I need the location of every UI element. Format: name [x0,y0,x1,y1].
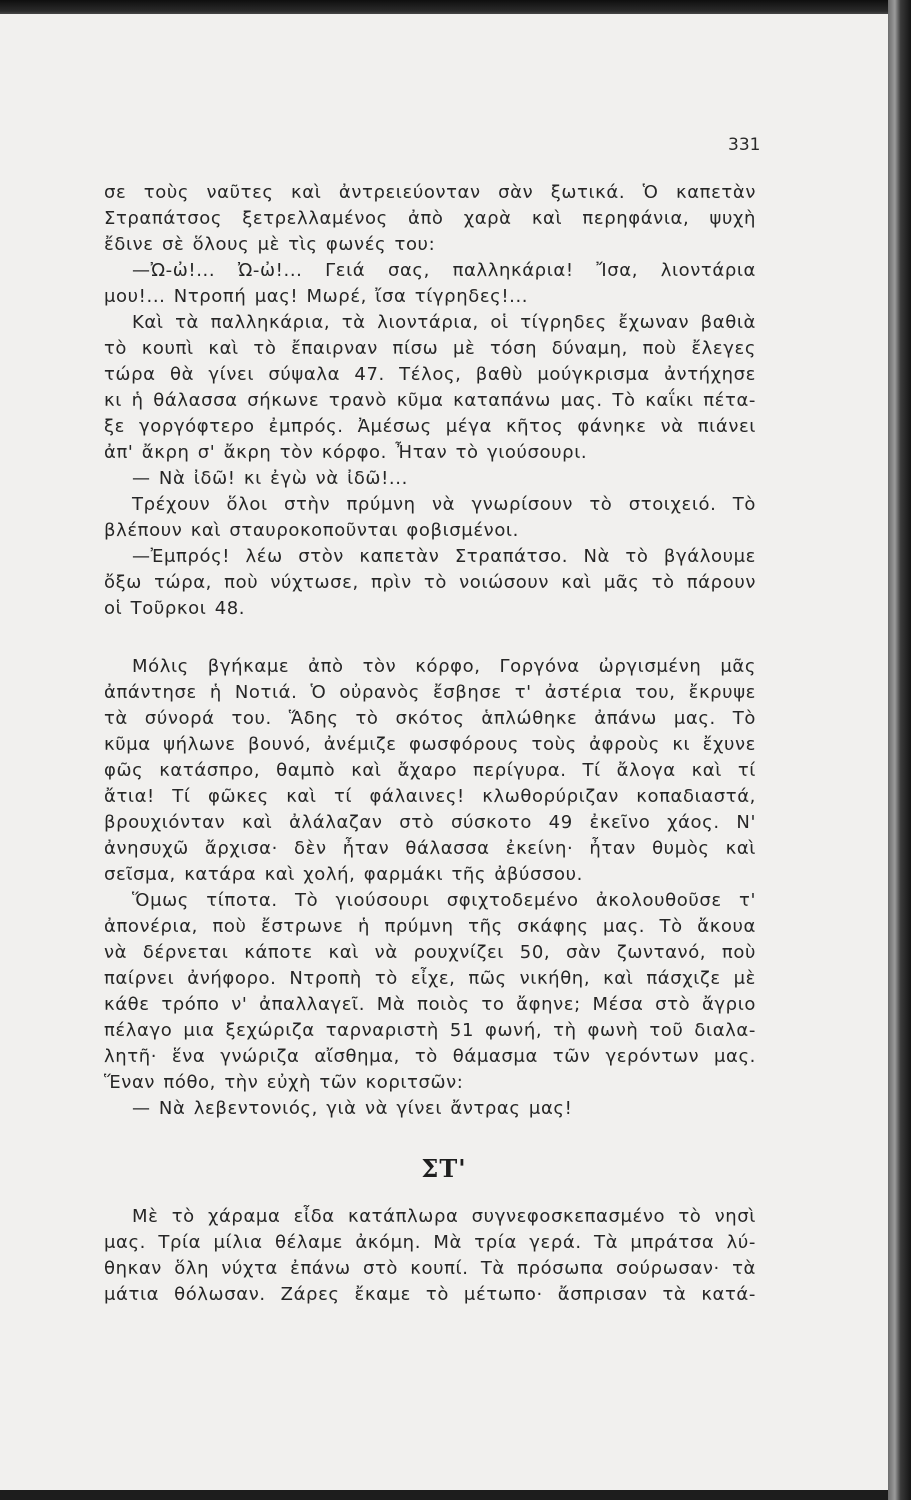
main-text [104,180,756,1122]
text-line: Καὶ τὰ παλληκάρια, τὰ λιοντάρια, οἱ τίγρηδες ἔχωναν βαθιὰ [132,312,756,333]
text-line: τὰ σύνορά του. Ἅδης τὸ σκότος ἁπλώθηκε ἀπάνω μας. Τὸ [104,708,756,729]
text-line: πέλαγο μια ξεχώριζα ταρναριστὴ 51 φωνή, τὴ φωνὴ τοῦ διαλα- [104,1020,756,1041]
text-line: βλέπουν καὶ σταυροκοποῦνται φοβισμένοι. [104,520,519,541]
text-line: ἀνησυχῶ ἄρχισα· δὲν ἦταν θάλασσα ἐκείνη· ἦταν θυμὸς καὶ [104,838,756,859]
page-number: 331 [728,135,761,155]
text-line: — Νὰ ἰδῶ! κι ἐγὼ νὰ ἰδῶ!... [132,468,408,489]
scan-right-edge [888,0,911,1500]
text-line: — Νὰ λεβεντονιός, γιὰ νὰ γίνει ἄντρας μας! [132,1098,573,1119]
text-line: Στραπάτσος ξετρελλαμένος ἀπὸ χαρὰ καὶ περηφάνια, ψυχὴ [104,208,756,229]
section-heading: ΣΤ' [421,1154,467,1183]
section-text [104,1204,756,1308]
text-line: τώρα θὰ γίνει σύψαλα 47. Τέλος, βαθὺ μούγκρισμα ἀντήχησε [104,364,756,385]
text-line: ἔδινε σὲ ὅλους μὲ τὶς φωνές του: [104,234,436,255]
text-line: σεῖσμα, κατάρα καὶ χολή, φαρμάκι τῆς ἀβύσσου. [104,864,583,885]
text-line: ὄξω τώρα, ποὺ νύχτωσε, πρὶν τὸ νοιώσουν καὶ μᾶς τὸ πάρουν [104,572,756,593]
text-line: μας. Τρία μίλια θέλαμε ἀκόμη. Μὰ τρία γερά. Τὰ μπράτσα λύ- [104,1232,756,1253]
text-line: φῶς κατάσπρο, θαμπὸ καὶ ἄχαρο περίγυρα. Τί ἄλογα καὶ τί [104,760,756,781]
text-line: τὸ κουπὶ καὶ τὸ ἔπαιρναν πίσω μὲ τόση δύναμη, ποὺ ἔλεγες [104,338,756,359]
text-line: Τρέχουν ὅλοι στὴν πρύμνη νὰ γνωρίσουν τὸ στοιχειό. Τὸ [132,494,756,515]
text-line: κι ἡ θάλασσα σήκωνε τρανὸ κῦμα καταπάνω μας. Τὸ καΐκι πέτα- [104,390,756,411]
text-line: Μόλις βγήκαμε ἀπὸ τὸν κόρφο, Γοργόνα ὠργισμένη μᾶς [132,656,756,677]
text-line: —Ἐμπρός! λέω στὸν καπετὰν Στραπάτσο. Νὰ τὸ βγάλουμε [132,546,756,567]
text-line: ἀπονέρια, ποὺ ἔστρωνε ἡ πρύμνη τῆς σκάφης μας. Τὸ ἄκουα [104,916,756,937]
text-line: νὰ δέρνεται κάποτε καὶ νὰ ρουχνίζει 50, σὰν ζωντανό, ποὺ [104,942,756,963]
text-line: κῦμα ψήλωνε βουνό, ἀνέμιζε φωσφόρους τοὺς ἀφροὺς κι ἔχυνε [104,734,756,755]
text-line: Ἕναν πόθο, τὴν εὐχὴ τῶν κοριτσῶν: [104,1072,464,1093]
text-line: κάθε τρόπο ν' ἀπαλλαγεῖ. Μὰ ποιὸς το ἄφηνε; Μέσα στὸ ἄγριο [104,994,756,1015]
text-line: παίρνει ἀνήφορο. Ντροπὴ τὸ εἶχε, πῶς νικήθη, καὶ πάσχιζε μὲ [104,968,756,989]
paragraph-gap [104,622,756,654]
text-line: —Ὠ-ὠ!... Ὠ-ὠ!... Γειά σας, παλληκάρια! Ἴσα, λιοντάρια [132,260,756,281]
text-line: μου!... Ντροπή μας! Μωρέ, ἴσα τίγρηδες!... [104,286,529,307]
text-line: ἀπάντησε ἡ Νοτιά. Ὁ οὐρανὸς ἔσβησε τ' ἀστέρια του, ἔκρυψε [104,682,756,703]
text-line: σε τοὺς ναῦτες καὶ ἀντρειεύονταν σὰν ξωτικά. Ὁ καπετὰν [104,182,756,203]
text-line: λητῆ· ἕνα γνώριζα αἴσθημα, τὸ θάμασμα τῶν γερόντων μας. [104,1046,756,1067]
text-line: ἀπ' ἄκρη σ' ἄκρη τὸν κόρφο. Ἦταν τὸ γιούσουρι. [104,442,588,463]
text-line: ξε γοργόφτερο ἐμπρός. Ἀμέσως μέγα κῆτος φάνηκε νὰ πιάνει [104,416,756,437]
text-line: βρουχιόνταν καὶ ἀλάλαζαν στὸ σύσκοτο 49 ἐκεῖνο χάος. Ν' [104,812,756,833]
text-line: θηκαν ὅλη νύχτα ἐπάνω στὸ κουπί. Τὰ πρόσωπα σούρωσαν· τὰ [104,1258,756,1279]
text-line: μάτια θόλωσαν. Ζάρες ἔκαμε τὸ μέτωπο· ἄσπρισαν τὰ κατά- [104,1284,756,1305]
book-page [0,14,888,1490]
text-line: Ὅμως τίποτα. Τὸ γιούσουρι σφιχτοδεμένο ἀκολουθοῦσε τ' [132,890,756,911]
text-line: Μὲ τὸ χάραμα εἶδα κατάπλωρα συγνεφοσκεπασμένο τὸ νησὶ [132,1206,756,1227]
text-line: ἄτια! Τί φῶκες καὶ τί φάλαινες! κλωθορύριζαν κοπαδιαστά, [104,786,756,807]
text-line: οἱ Τοῦρκοι 48. [104,598,246,619]
